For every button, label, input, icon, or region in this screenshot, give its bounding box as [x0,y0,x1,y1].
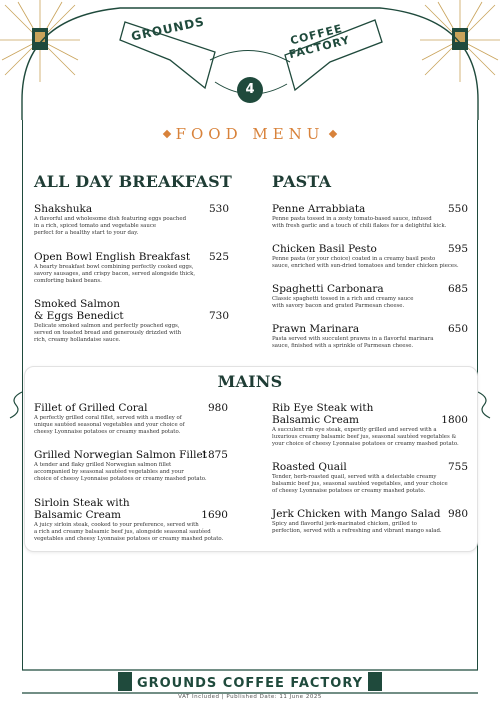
menu-item [34,251,229,285]
menu-item [272,283,468,310]
footer-note: VAT Included | Published Date: 11 June 2025 [178,694,322,700]
item-name: Rib Eye Steak with Balsamic Cream [272,402,374,426]
item-price: 730 [208,310,229,322]
menu-item [34,449,228,483]
title-right-diamond-icon [329,129,337,137]
item-name: Jerk Chicken with Mango Salad [272,508,441,520]
item-description: A tender and flaky grilled Norwegian salmon fillet accompanied by seasonal sautéed vegetables and your choice of cheesy Lyonnaise potatoes or creamy mashed potato. [34,462,207,482]
item-description: Pasta served with succulent prawns in a flavorful marinara sauce, finished with a sprinkle of Parmesan cheese. [272,336,434,349]
item-description: Tender, herb-roasted quail, served with a delectable creamy balsamic beef jus, seasonal sautéed vegetables, and your choice of cheesy Lyonnaise potatoes or creamy mashed potato. [272,474,448,494]
left-scroll-icon [6,390,26,420]
menu-item [34,298,229,344]
item-price: 755 [447,461,468,473]
item-description: Penne pasta (or your choice) coated in a creamy basil pesto sauce, enriched with sun-dried tomatoes and tender chicken pieces. [272,256,459,269]
item-description: Delicate smoked salmon and perfectly poached eggs, served on toasted bread and generously drizzled with rich, creamy hollandaise sauce. [34,323,182,343]
item-name: Penne Arrabbiata [272,203,366,215]
food-menu-title [0,123,500,143]
item-name: Grilled Norwegian Salmon Fillet [34,449,207,461]
item-description: A hearty breakfast bowl combining perfectly cooked eggs, savory sausages, and crispy bacon, served alongside thick, comforting baked beans. [34,264,196,284]
item-name: Chicken Basil Pesto [272,243,377,255]
brand-right-label: COFFEE FACTORY [287,21,352,62]
menu-item [272,203,468,230]
item-price: 595 [447,243,468,255]
item-name: Shakshuka [34,203,93,215]
item-name: Prawn Marinara [272,323,360,335]
footer-brand: GROUNDS COFFEE FACTORY [136,676,364,691]
item-price: 1800 [441,414,468,426]
brand-left-label: GROUNDS [130,14,206,44]
item-name: Open Bowl English Breakfast [34,251,191,263]
mains-heading: MAINS [217,372,283,391]
title-left-diamond-icon [162,129,170,137]
item-price: 530 [208,203,229,215]
item-price: 980 [447,508,468,520]
menu-item [34,402,228,436]
item-description: Spicy and flavorful jerk-marinated chicken, grilled to perfection, served with a refreshing and vibrant mango salad. [272,521,442,534]
item-description: A flavorful and wholesome dish featuring eggs poached in a rich, spiced tomato and vegetable sauce perfect for a healthy start to your day. [34,216,187,236]
page-number-badge: 4 [237,77,263,103]
menu-item [34,203,229,237]
item-description: A perfectly grilled coral fillet, served with a medley of unique sautéed seasonal vegetables and your choice of cheesy Lyonnaise potatoes or creamy mashed potato. [34,415,185,435]
menu-item [272,508,468,535]
item-description: A succulent rib eye steak, expertly grilled and served with a luxurious creamy balsamic beef jus, seasonal sautéed vegetables & your choice of cheesy Lyonnaise potatoes or creamy mashed potato. [272,427,459,447]
item-name: Fillet of Grilled Coral [34,402,148,414]
menu-item [272,402,468,448]
item-price: 1690 [201,509,228,521]
breakfast-heading: ALL DAY BREAKFAST [34,172,233,191]
item-price: 525 [208,251,229,263]
title-text: FOOD MENU [175,124,325,143]
item-price: 980 [207,402,228,414]
menu-item [272,461,468,495]
pasta-heading: PASTA [272,172,332,191]
item-price: 1875 [201,449,228,461]
item-name: Smoked Salmon & Eggs Benedict [34,298,124,322]
item-description: Penne pasta tossed in a zesty tomato-based sauce, infused with fresh garlic and a touch of chili flakes for a delightful kick. [272,216,447,229]
menu-item [272,323,468,350]
item-name: Roasted Quail [272,461,347,473]
item-name: Sirloin Steak with Balsamic Cream [34,497,130,521]
menu-item [34,497,228,543]
item-name: Spaghetti Carbonara [272,283,384,295]
item-price: 550 [447,203,468,215]
menu-item [272,243,468,270]
item-price: 650 [447,323,468,335]
item-price: 685 [447,283,468,295]
item-description: A juicy sirloin steak, cooked to your preference, served with a rich and creamy balsamic beef jus, alongside seasonal sautéed vegetables and cheesy Lyonnaise potatoes or creamy mashed potato. [34,522,224,542]
item-description: Classic spaghetti tossed in a rich and creamy sauce with savory bacon and grated Parmesan cheese. [272,296,414,309]
